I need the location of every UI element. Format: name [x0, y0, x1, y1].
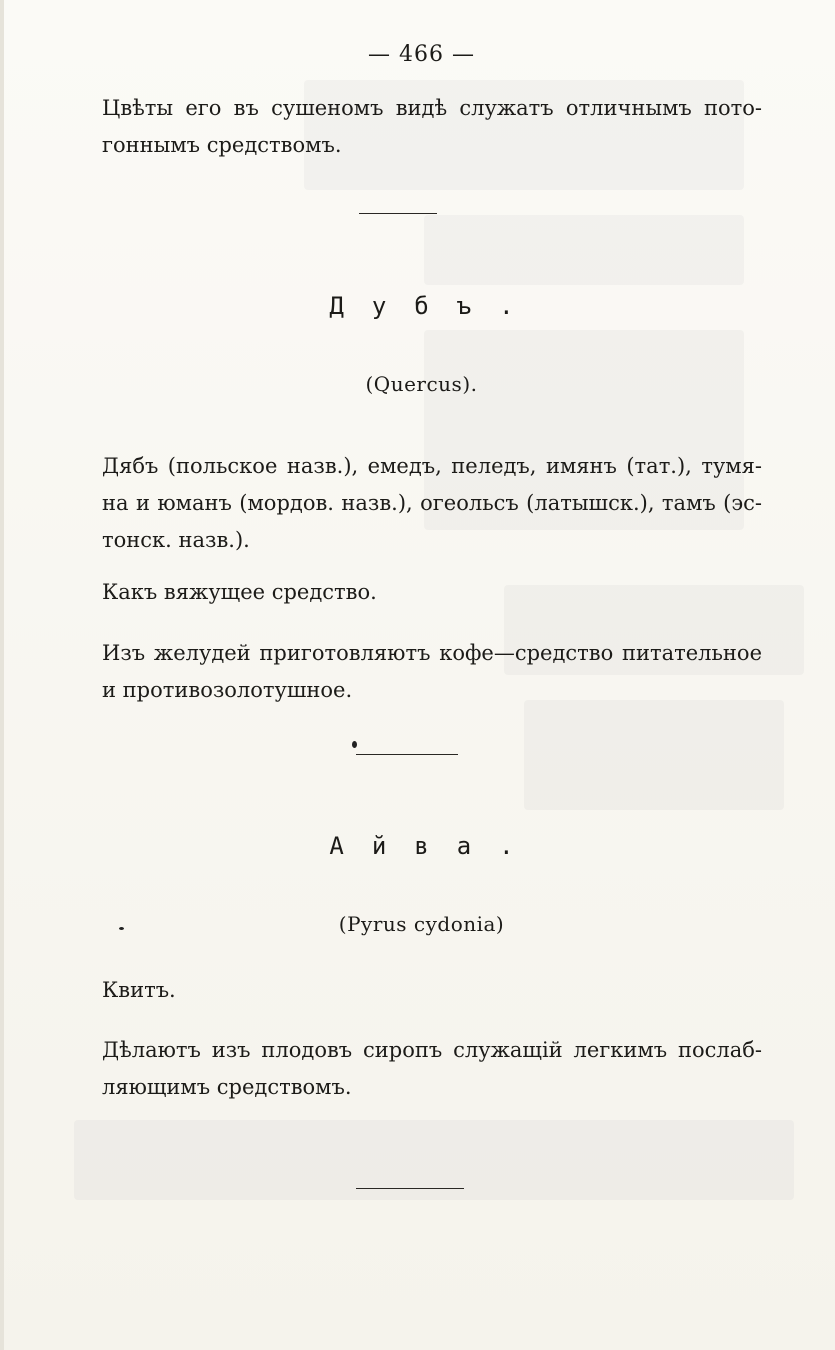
ink-speck [119, 927, 124, 930]
latin-name-oak: (Quercus). [365, 372, 478, 396]
paragraph-line: гоннымъ средствомъ. [102, 133, 342, 157]
paragraph-line: тонск. назв.). [102, 528, 250, 552]
top-paragraph [102, 90, 762, 164]
paragraph-line: Какъ вяжущее средство. [102, 580, 377, 604]
paragraph-line: на и юманъ (мордов. назв.), огеольсъ (латышск.), тамъ (эс- [102, 491, 762, 515]
paragraph-line: и противозолотушное. [102, 678, 353, 702]
section-heading-oak: Дубъ. [329, 292, 542, 320]
usage-quince [102, 1032, 762, 1106]
latin-name-quince: (Pyrus cydonia) [338, 912, 505, 936]
section-divider [356, 1188, 464, 1189]
paragraph-line: ляющимъ средствомъ. [102, 1075, 352, 1099]
paragraph-line: Дябъ (польское назв.), емедъ, пеледъ, имянъ (тат.), тумя- [102, 454, 762, 478]
ink-speck [352, 741, 357, 748]
section-heading-quince: Айва. [329, 832, 542, 860]
paragraph-line: Цвѣты его въ сушеномъ видѣ служатъ отличнымъ пото- [102, 96, 762, 120]
paragraph-line: Изъ желудей приготовляютъ кофе—средство питательное [102, 641, 762, 665]
usage-oak-astringent [102, 574, 762, 611]
page-number: — 466 — [368, 42, 475, 67]
paragraph-line: Квитъ. [102, 978, 176, 1002]
local-name-quince [102, 972, 762, 1009]
section-divider [359, 213, 437, 214]
section-divider [356, 754, 458, 755]
paragraph-line: Дѣлаютъ изъ плодовъ сиропъ служащій легкимъ послаб- [102, 1038, 762, 1062]
names-paragraph-oak [102, 448, 762, 559]
usage-oak-acorns [102, 635, 762, 709]
